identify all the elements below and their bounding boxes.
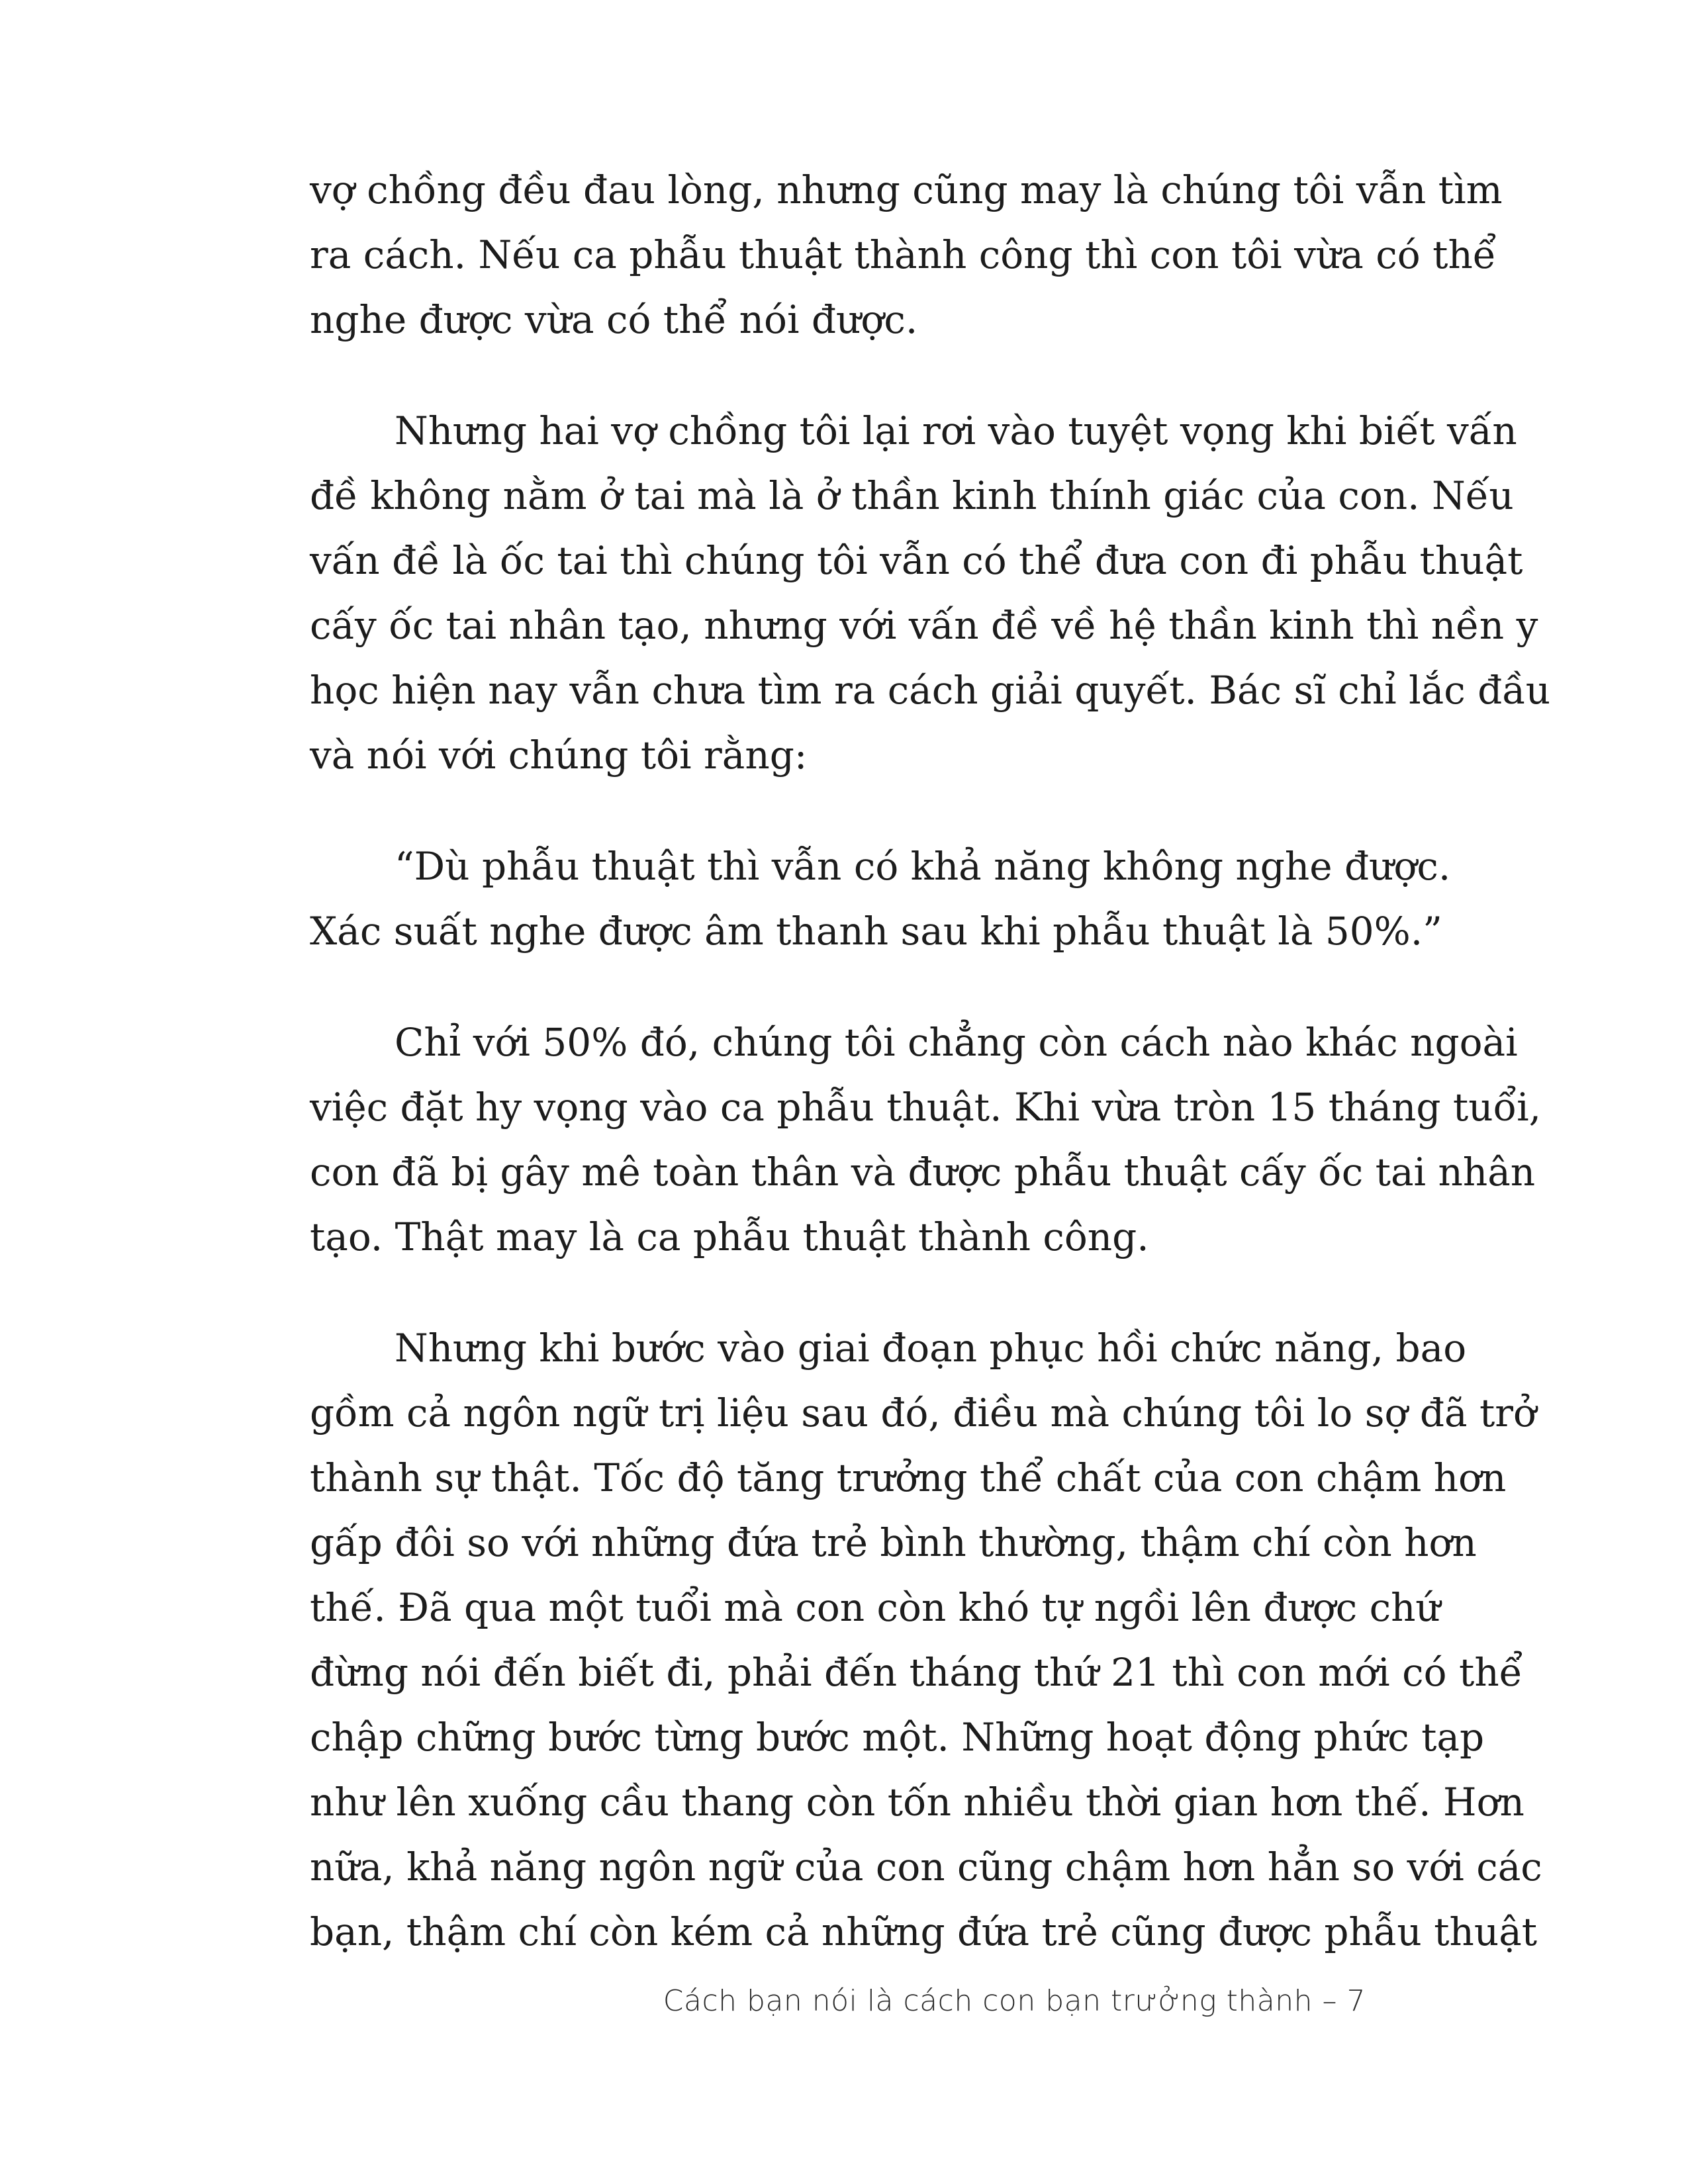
text-line: Nhưng hai vợ chồng tôi lại rơi vào tuyệt vọng khi biết vấn (395, 408, 1517, 453)
text-line: và nói với chúng tôi rằng: (310, 733, 808, 778)
text-line: “Dù phẫu thuật thì vẫn có khả năng không nghe được. (395, 844, 1451, 889)
text-line: Nhưng khi bước vào giai đoạn phục hồi chức năng, bao (395, 1326, 1467, 1371)
text-line: đừng nói đến biết đi, phải đến tháng thứ 21 thì con mới có thể (310, 1650, 1523, 1695)
text-line: Xác suất nghe được âm thanh sau khi phẫu thuật là 50%.” (310, 909, 1442, 954)
text-line: học hiện nay vẫn chưa tìm ra cách giải quyết. Bác sĩ chỉ lắc đầu (310, 668, 1551, 713)
paragraph (310, 1010, 1542, 1269)
text-line: thế. Đã qua một tuổi mà con còn khó tự ngồi lên được chứ (310, 1585, 1440, 1630)
quote-paragraph (310, 834, 1451, 964)
text-line: như lên xuống cầu thang còn tốn nhiều thời gian hơn thế. Hơn (310, 1780, 1524, 1825)
text-line: vợ chồng đều đau lòng, nhưng cũng may là chúng tôi vẫn tìm (310, 167, 1503, 212)
text-line: bạn, thậm chí còn kém cả những đứa trẻ cũng được phẫu thuật (310, 1909, 1538, 1954)
text-line: con đã bị gây mê toàn thân và được phẫu thuật cấy ốc tai nhân (310, 1150, 1536, 1195)
text-line: đề không nằm ở tai mà là ở thần kinh thính giác của con. Nếu (310, 473, 1514, 518)
text-line: thành sự thật. Tốc độ tăng trưởng thể chất của con chậm hơn (310, 1455, 1507, 1500)
paragraph (310, 398, 1551, 788)
paragraph (310, 1316, 1542, 1964)
text-line: gấp đôi so với những đứa trẻ bình thường, thậm chí còn hơn (310, 1520, 1477, 1565)
text-line: gồm cả ngôn ngữ trị liệu sau đó, điều mà chúng tôi lo sợ đã trở (310, 1390, 1536, 1435)
text-line: nữa, khả năng ngôn ngữ của con cũng chậm hơn hẳn so với các (310, 1844, 1542, 1889)
text-line: ra cách. Nếu ca phẫu thuật thành công thì con tôi vừa có thể (310, 232, 1497, 277)
page-body (310, 158, 1551, 1964)
text-line: chập chững bước từng bước một. Những hoạt động phức tạp (310, 1715, 1485, 1760)
text-line: vấn đề là ốc tai thì chúng tôi vẫn có thể đưa con đi phẫu thuật (310, 538, 1523, 583)
text-line: nghe được vừa có thể nói được. (310, 297, 918, 342)
text-line: cấy ốc tai nhân tạo, nhưng với vấn đề về hệ thần kinh thì nền y (310, 603, 1538, 648)
paragraph (310, 158, 1503, 352)
running-footer: Cách bạn nói là cách con bạn trưởng thành – 7 (663, 1984, 1366, 2018)
text-line: tạo. Thật may là ca phẫu thuật thành công. (310, 1214, 1149, 1259)
text-line: Chỉ với 50% đó, chúng tôi chẳng còn cách nào khác ngoài (395, 1020, 1518, 1065)
text-line: việc đặt hy vọng vào ca phẫu thuật. Khi vừa tròn 15 tháng tuổi, (310, 1085, 1542, 1130)
